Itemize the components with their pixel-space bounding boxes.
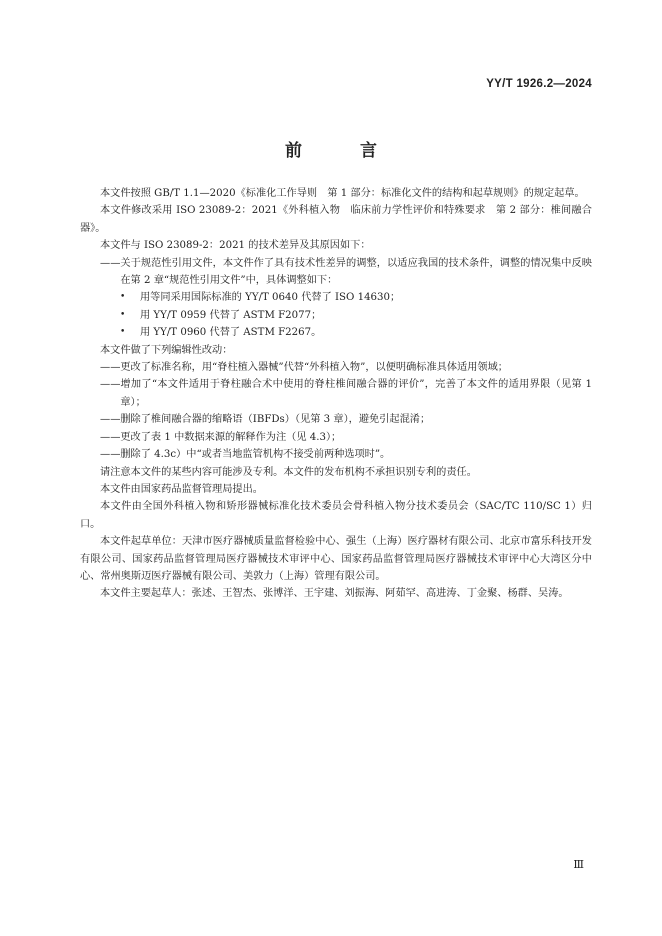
bullet-icon: •: [120, 327, 126, 338]
list-item: [80, 446, 592, 463]
dash-marker: ——: [100, 362, 121, 374]
paragraph-drafting-rules: 本文件按照 GB/T 1.1—2020《标准化工作导则 第 1 部分：标准化文件的结构和起草规则》的规定起草。: [100, 188, 585, 199]
paragraph-proposer: 本文件由国家药品监督管理局提出。: [100, 483, 263, 495]
paragraph-technical-committee: 本文件由全国外科植入物和矫形器械标准化技术委员会骨科植入物分技术委员会（SAC/TC 110/SC 1）归口。: [80, 501, 592, 530]
bullet-item: [80, 324, 592, 341]
list-item-text: 关于规范性引用文件，本文件作了具有技术性差异的调整，以适应我国的技术条件，调整的情况集中反映在第 2 章“规范性引用文件”中，具体调整如下：: [120, 257, 592, 287]
list-item-text: 删除了 4.3c）中“或者当地监管机构不接受前两种选项时”。: [120, 449, 391, 461]
list-item: [80, 411, 592, 428]
bullet-item-text: 用 YY/T 0959 代替了 ASTM F2077；: [140, 309, 322, 321]
list-item-text: 增加了“本文件适用于脊柱融合术中使用的脊柱椎间融合器的评价”，完善了本文件的适用界限（见第 1 章）；: [120, 379, 592, 408]
document-code: YY/T 1926.2—2024: [486, 78, 592, 90]
list-item: [80, 255, 592, 290]
bullet-item-text: 用等同采用国际标准的 YY/T 0640 代替了 ISO 14630；: [140, 292, 401, 304]
paragraph-drafting-organizations: 本文件起草单位：天津市医疗器械质量监督检验中心、强生（上海）医疗器材有限公司、北京市富乐科技开发有限公司、国家药品监督管理局医疗器械技术审评中心、国家药品监督管理局医疗器械技术审评中心大湾区分中心、常州奥斯迈医疗器械有限公司、美敦力（上海）管理有限公司。: [80, 536, 592, 582]
bullet-item-text: 用 YY/T 0960 代替了 ASTM F2267。: [140, 327, 322, 339]
paragraph-editorial-changes: 本文件做了下列编辑性改动：: [100, 344, 233, 356]
list-item: [80, 376, 592, 411]
list-item: [80, 429, 592, 446]
list-item: [80, 359, 592, 376]
dash-marker: ——: [100, 257, 121, 269]
paragraph-main-drafters: 本文件主要起草人：张述、王智杰、张博洋、王宇建、刘振海、阿茹罕、高进涛、丁金聚、杨群、吴涛。: [100, 588, 569, 600]
page-number: Ⅲ: [573, 858, 584, 871]
bullet-icon: •: [120, 309, 126, 320]
dash-marker: ——: [100, 379, 121, 391]
paragraph-technical-differences: 本文件与 ISO 23089-2：2021 的技术差异及其原因如下：: [100, 240, 371, 252]
dash-marker: ——: [100, 414, 121, 426]
bullet-item: [80, 307, 592, 324]
paragraph-patent-notice: 请注意本文件的某些内容可能涉及专利。本文件的发布机构不承担识别专利的责任。: [100, 466, 477, 478]
list-item-text: 删除了椎间融合器的缩略语（IBFDs）（见第 3 章），避免引起混淆；: [120, 414, 431, 426]
list-item-text: 更改了标准名称，用“脊柱植入器械”代替“外科植入物”，以便明确标准具体适用领域；: [120, 362, 508, 374]
bullet-icon: •: [120, 292, 126, 303]
dash-marker: ——: [100, 431, 121, 443]
bullet-item: [80, 289, 592, 306]
page-title: 前 言: [285, 141, 403, 161]
paragraph-modified-adoption: 本文件修改采用 ISO 23089-2：2021《外科植入物 临床前力学性评价和特殊要求 第 2 部分：椎间融合器》。: [80, 205, 592, 234]
dash-marker: ——: [100, 449, 121, 461]
foreword-body: [80, 185, 592, 603]
list-item-text: 更改了表 1 中数据来源的解释作为注（见 4.3）；: [120, 431, 342, 443]
